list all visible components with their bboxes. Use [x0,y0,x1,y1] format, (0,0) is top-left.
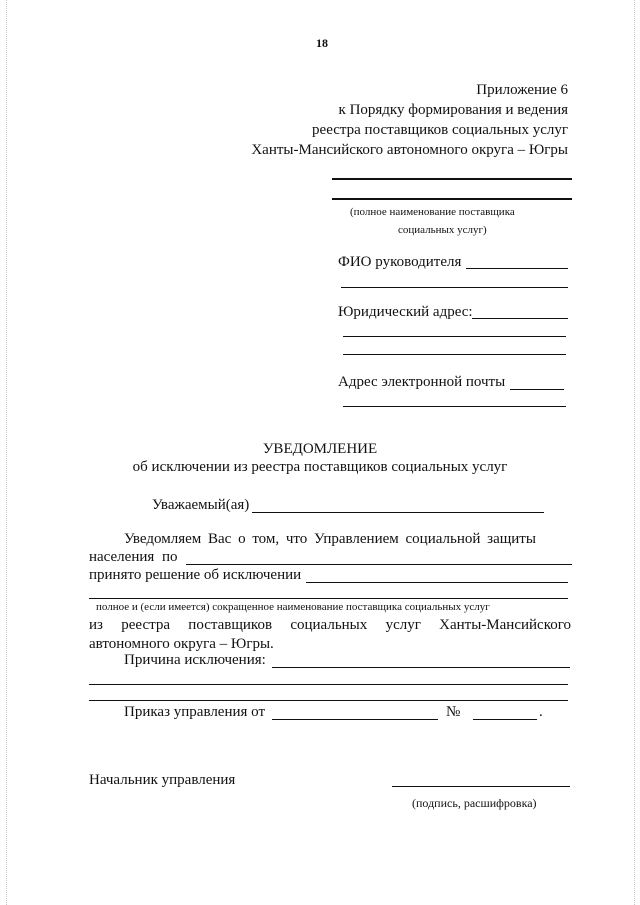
greeting-name-line [252,512,544,513]
appendix-line-2: к Порядку формирования и ведения [338,102,568,118]
legal-address-line-2 [343,336,566,337]
notice-paragraph-1-line-3: принято решение об исключении [89,567,302,583]
provider-name-caption-2: социальных услуг) [398,224,487,236]
order-label: Приказ управления от [124,704,266,720]
notice-subtitle: об исключении из реестра поставщиков социальных услуг [132,459,508,475]
reason-label: Причина исключения: [124,652,266,668]
order-end-dot: . [539,704,543,720]
provider-name-line-2 [332,198,572,200]
reason-line-1 [272,667,570,668]
notice-title: УВЕДОМЛЕНИЕ [262,441,378,457]
order-date-line [272,719,438,720]
order-number-label: № [446,704,461,720]
legal-address-line-3 [343,354,566,355]
reason-line-2 [89,684,568,685]
appendix-line-4: Ханты-Мансийского автономного округа – Югры [251,142,568,158]
reason-line-3 [89,700,568,701]
provider-full-name-hint: полное и (если имеется) сокращенное наименование поставщика социальных услуг [96,601,490,613]
email-label: Адрес электронной почты [338,374,506,390]
email-line-2 [343,406,566,407]
p2-word-2: реестра [121,617,170,633]
head-name-label: ФИО руководителя [338,254,462,270]
appendix-line-3: реестра поставщиков социальных услуг [312,122,568,138]
decision-line [306,582,568,583]
email-line-1 [510,389,564,390]
notice-paragraph-1-line-1: Уведомляем Вас о том, что Управлением социальной защиты [124,531,536,547]
department-name-line [186,564,572,565]
head-name-line-1 [466,268,568,269]
p2-word-3: поставщиков [188,617,273,633]
greeting-label: Уважаемый(ая) [152,497,250,513]
signature-role: Начальник управления [89,772,236,788]
appendix-line-1: Приложение 6 [476,82,568,98]
legal-address-label: Юридический адрес: [338,304,473,320]
provider-full-name-line [89,598,568,599]
p2-word-1: из [89,617,103,633]
notice-paragraph-2-line-2: автономного округа – Югры. [89,636,274,652]
provider-name-caption-1: (полное наименование поставщика [350,206,515,218]
order-number-line [473,719,537,720]
provider-name-line-1 [332,178,572,180]
signature-caption: (подпись, расшифровка) [412,796,537,810]
notice-paragraph-2-line-1 [89,617,571,634]
p2-word-5: услуг [385,617,421,633]
p2-word-6: Ханты-Мансийского [439,617,571,633]
p2-word-4: социальных [290,617,368,633]
signature-line [392,786,570,787]
notice-paragraph-1-line-2: населения по [89,549,178,565]
head-name-line-2 [341,287,568,288]
legal-address-line-1 [472,318,568,319]
page-number: 18 [316,36,328,50]
